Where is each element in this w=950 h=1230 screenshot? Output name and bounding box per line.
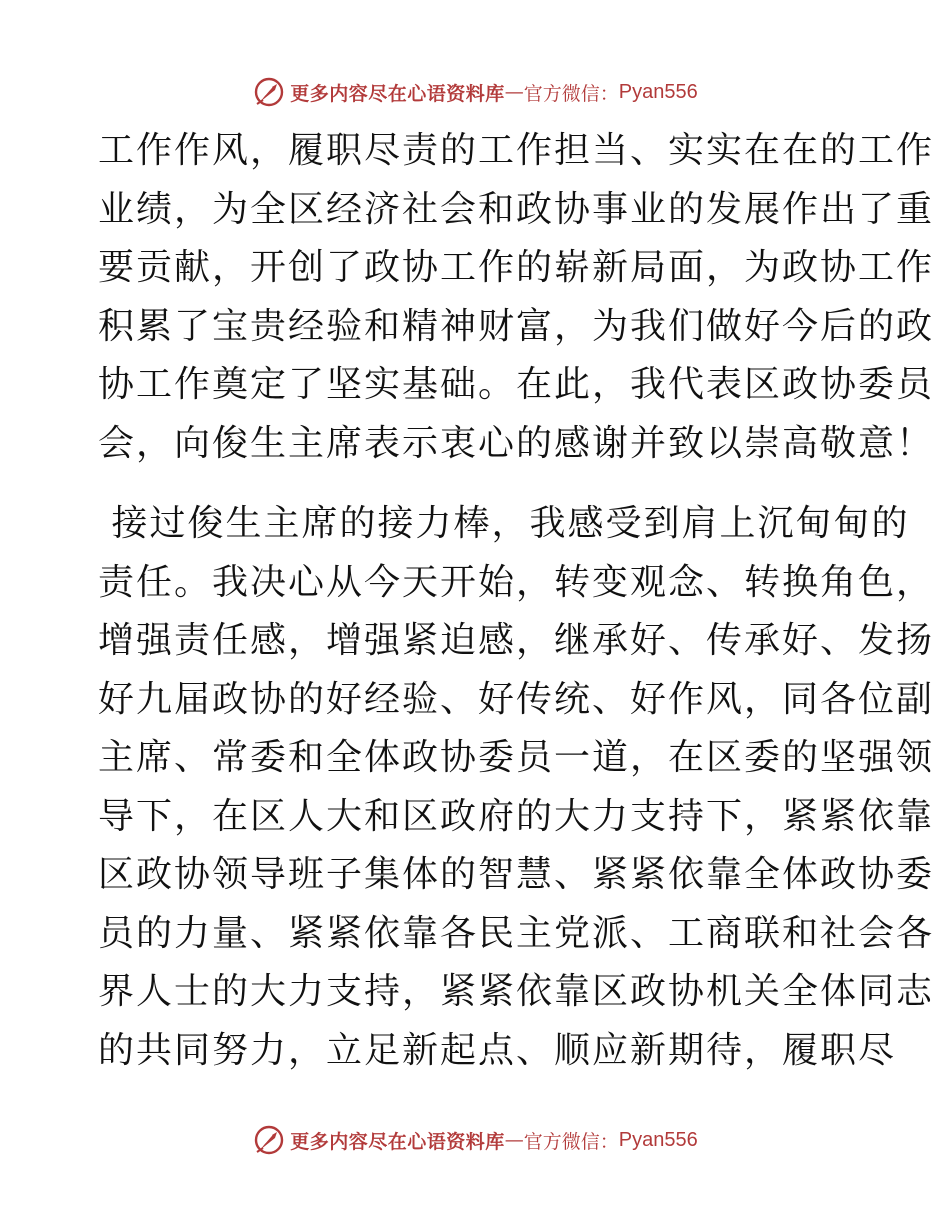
text-line: 增强责任感，增强紧迫感，继承好、传承好、发扬 <box>98 620 935 661</box>
text-line: 导下，在区人大和区政府的大力支持下，紧紧依靠 <box>98 795 935 837</box>
quill-pen-logo-icon <box>252 1123 286 1157</box>
banner-dash: — <box>504 81 524 103</box>
footer-banner <box>0 1120 950 1160</box>
text-line: 员的力量、紧紧依靠各民主党派、工商联和社会各 <box>98 912 935 954</box>
text-line: 工作作风，履职尽责的工作担当、实实在在的工作 <box>98 130 935 171</box>
text-line: 区政协领导班子集体的智慧、紧紧依靠全体政协委 <box>98 854 935 895</box>
paragraph-2 <box>98 495 935 1080</box>
paragraph-1 <box>98 122 935 473</box>
text-line: 会，向俊生主席表示衷心的感谢并致以崇高敬意！ <box>98 422 935 464</box>
header-banner <box>0 72 950 112</box>
banner-brand-text: 更多内容尽在心语资料库 <box>290 1130 505 1153</box>
text-line: 主席、常委和全体政协委员一道，在区委的坚强领 <box>98 737 935 778</box>
banner-brand-text: 更多内容尽在心语资料库 <box>290 82 505 105</box>
banner-wechat-id: Pyan556 <box>618 1128 698 1151</box>
text-line: 界人士的大力支持，紧紧依靠区政协机关全体同志 <box>98 971 935 1012</box>
text-line: 业绩，为全区经济社会和政协事业的发展作出了重 <box>98 188 935 230</box>
text-line: 接过俊生主席的接力棒，我感受到肩上沉甸甸的 <box>98 503 910 544</box>
text-line: 积累了宝贵经验和精神财富，为我们做好今后的政 <box>98 305 935 347</box>
text-line: 的共同努力，立足新起点、顺应新期待，履职尽 <box>98 1029 897 1071</box>
banner-wechat-id: Pyan556 <box>618 80 698 103</box>
document-body <box>98 122 935 1080</box>
text-line: 责任。我决心从今天开始，转变观念、转换角色， <box>98 561 935 603</box>
text-line: 好九届政协的好经验、好传统、好作风，同各位副 <box>98 678 935 720</box>
banner-dash: — <box>504 1129 524 1151</box>
text-line: 要贡献，开创了政协工作的崭新局面，为政协工作 <box>98 247 935 288</box>
quill-pen-logo-icon <box>252 75 286 109</box>
text-line: 协工作奠定了坚实基础。在此，我代表区政协委员 <box>98 364 935 405</box>
banner-wechat-label: 官方微信： <box>523 82 619 105</box>
banner-wechat-label: 官方微信： <box>523 1130 619 1153</box>
